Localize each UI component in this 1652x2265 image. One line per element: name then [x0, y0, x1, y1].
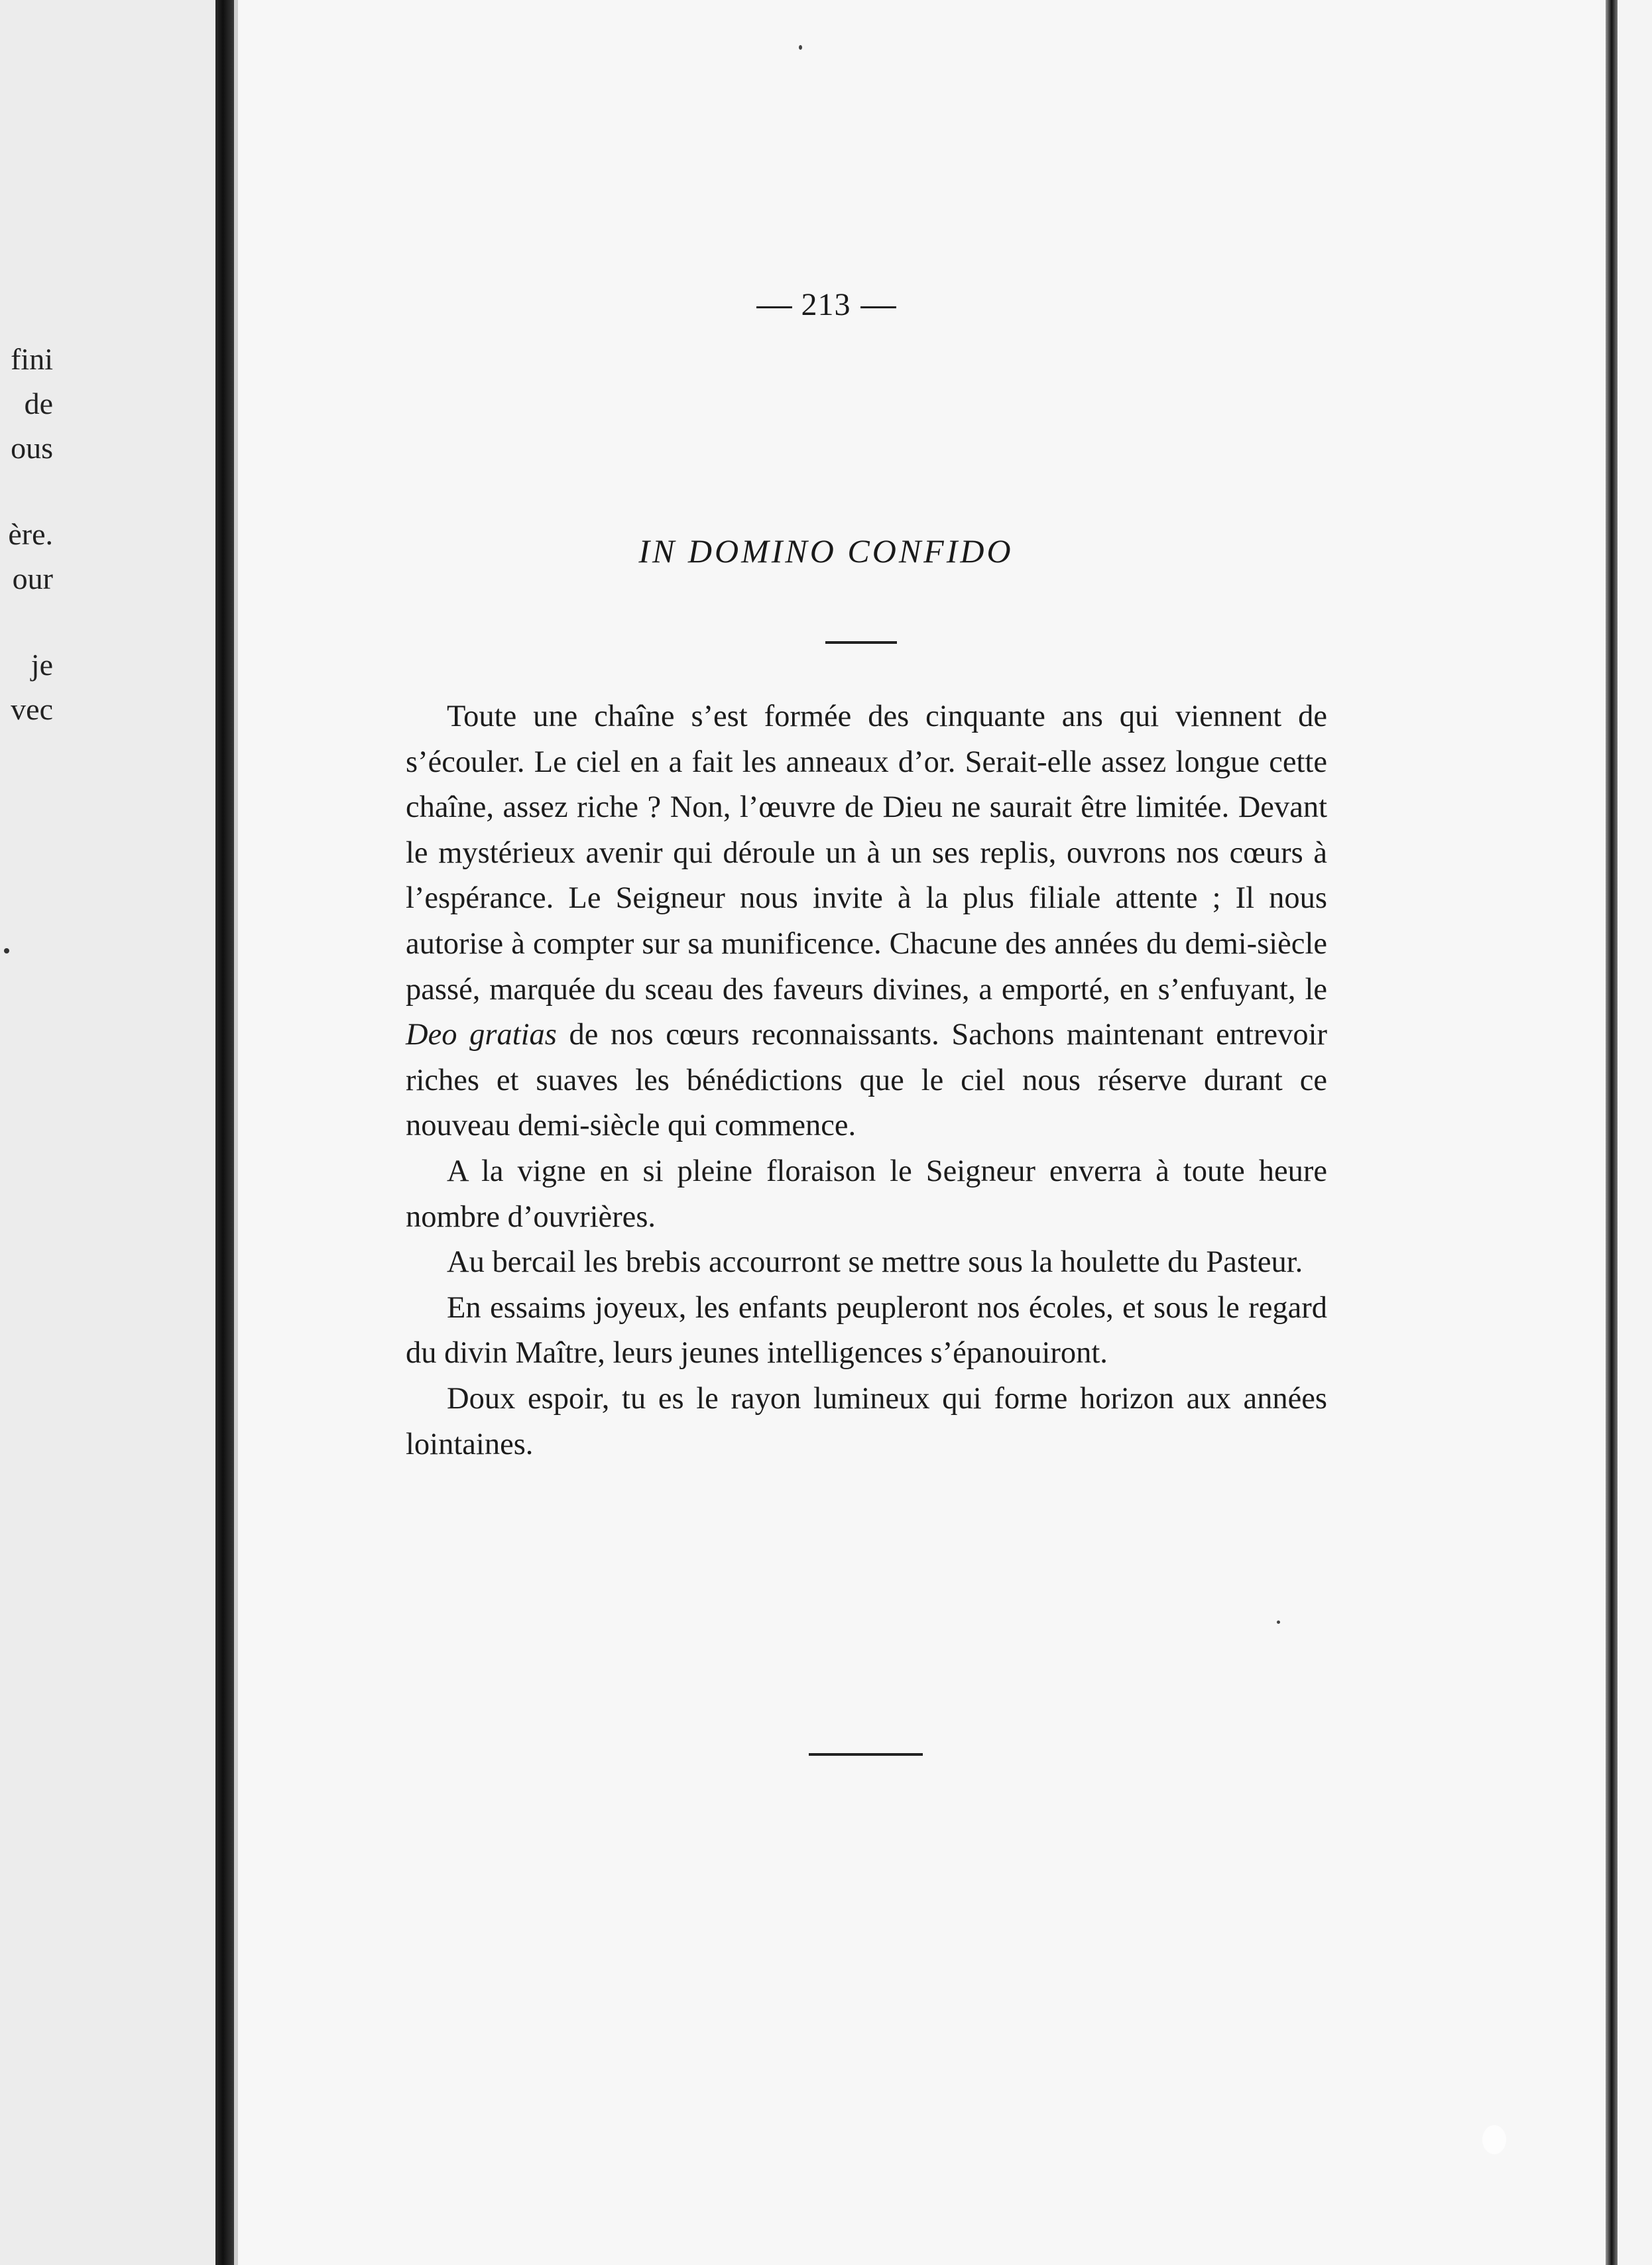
paragraph-italic: Deo gratias: [406, 1018, 557, 1052]
page-number: [0, 286, 1652, 323]
fragment-line: vec: [11, 692, 53, 726]
paragraph: Doux espoir, tu es le rayon lumineux qui forme horizon aux années lointaines.: [406, 1381, 1327, 1461]
end-rule: [809, 1753, 923, 1756]
paragraph: A la vigne en si pleine floraison le Seigneur enverra à toute heure nombre d’ouvrières.: [406, 1154, 1327, 1234]
fragment-line: je: [30, 648, 53, 682]
title-rule: [825, 641, 897, 644]
fragment-line: ous: [11, 431, 53, 465]
left-page-dot: [4, 948, 9, 953]
book-binding: [215, 0, 234, 2265]
paragraph: Au bercail les brebis accourront se mettre sous la houlette du Pasteur.: [447, 1245, 1303, 1280]
paragraph-text: Toute une chaîne s’est formée des cinquante ans qui viennent de s’écouler. Le ciel en a fait les anneaux d’or. Serait-elle assez longue cette chaîne, assez riche ? Non, l’œuvre de Dieu ne saurait être limitée. Devant le mystérieux avenir qui déroule un à un ses replis, ouvrons nos cœurs à l’espérance. Le Seigneur nous invite à la plus filiale attente ; Il nous autorise à compter sur sa munificence. Chacune des années du demi-siècle passé, marquée du sceau des faveurs divines, a emporté, en s’enfuyant, le: [406, 700, 1327, 1007]
left-page-fragment: [0, 0, 215, 2265]
page-number-dash: [756, 306, 792, 308]
fragment-line: de: [24, 387, 53, 420]
paragraph-text: de nos cœurs reconnaissants. Sachons maintenant entrevoir riches et suaves les bénédictions que le ciel nous réserve durant ce nouveau demi-siècle qui commence.: [406, 1018, 1327, 1143]
scan-margin: [1618, 0, 1652, 2265]
fragment-line: fini: [11, 342, 53, 376]
scan-blot: [1482, 2125, 1506, 2154]
page-number-dash: [860, 306, 896, 308]
scan-speck: [1277, 1621, 1280, 1624]
fragment-line: our: [12, 562, 53, 595]
paragraph: En essaims joyeux, les enfants peupleront nos écoles, et sous le regard du divin Maître, leurs jeunes intelligences s’épanouiront.: [406, 1290, 1327, 1371]
page-number-value: 213: [801, 287, 851, 322]
page-title: IN DOMINO CONFIDO: [638, 532, 1014, 570]
body-text: [406, 694, 1327, 1467]
paragraph: [406, 694, 1327, 1149]
page-right-edge: [1606, 0, 1618, 2265]
fragment-line: ère.: [8, 517, 53, 551]
scan-speck: [799, 45, 802, 50]
